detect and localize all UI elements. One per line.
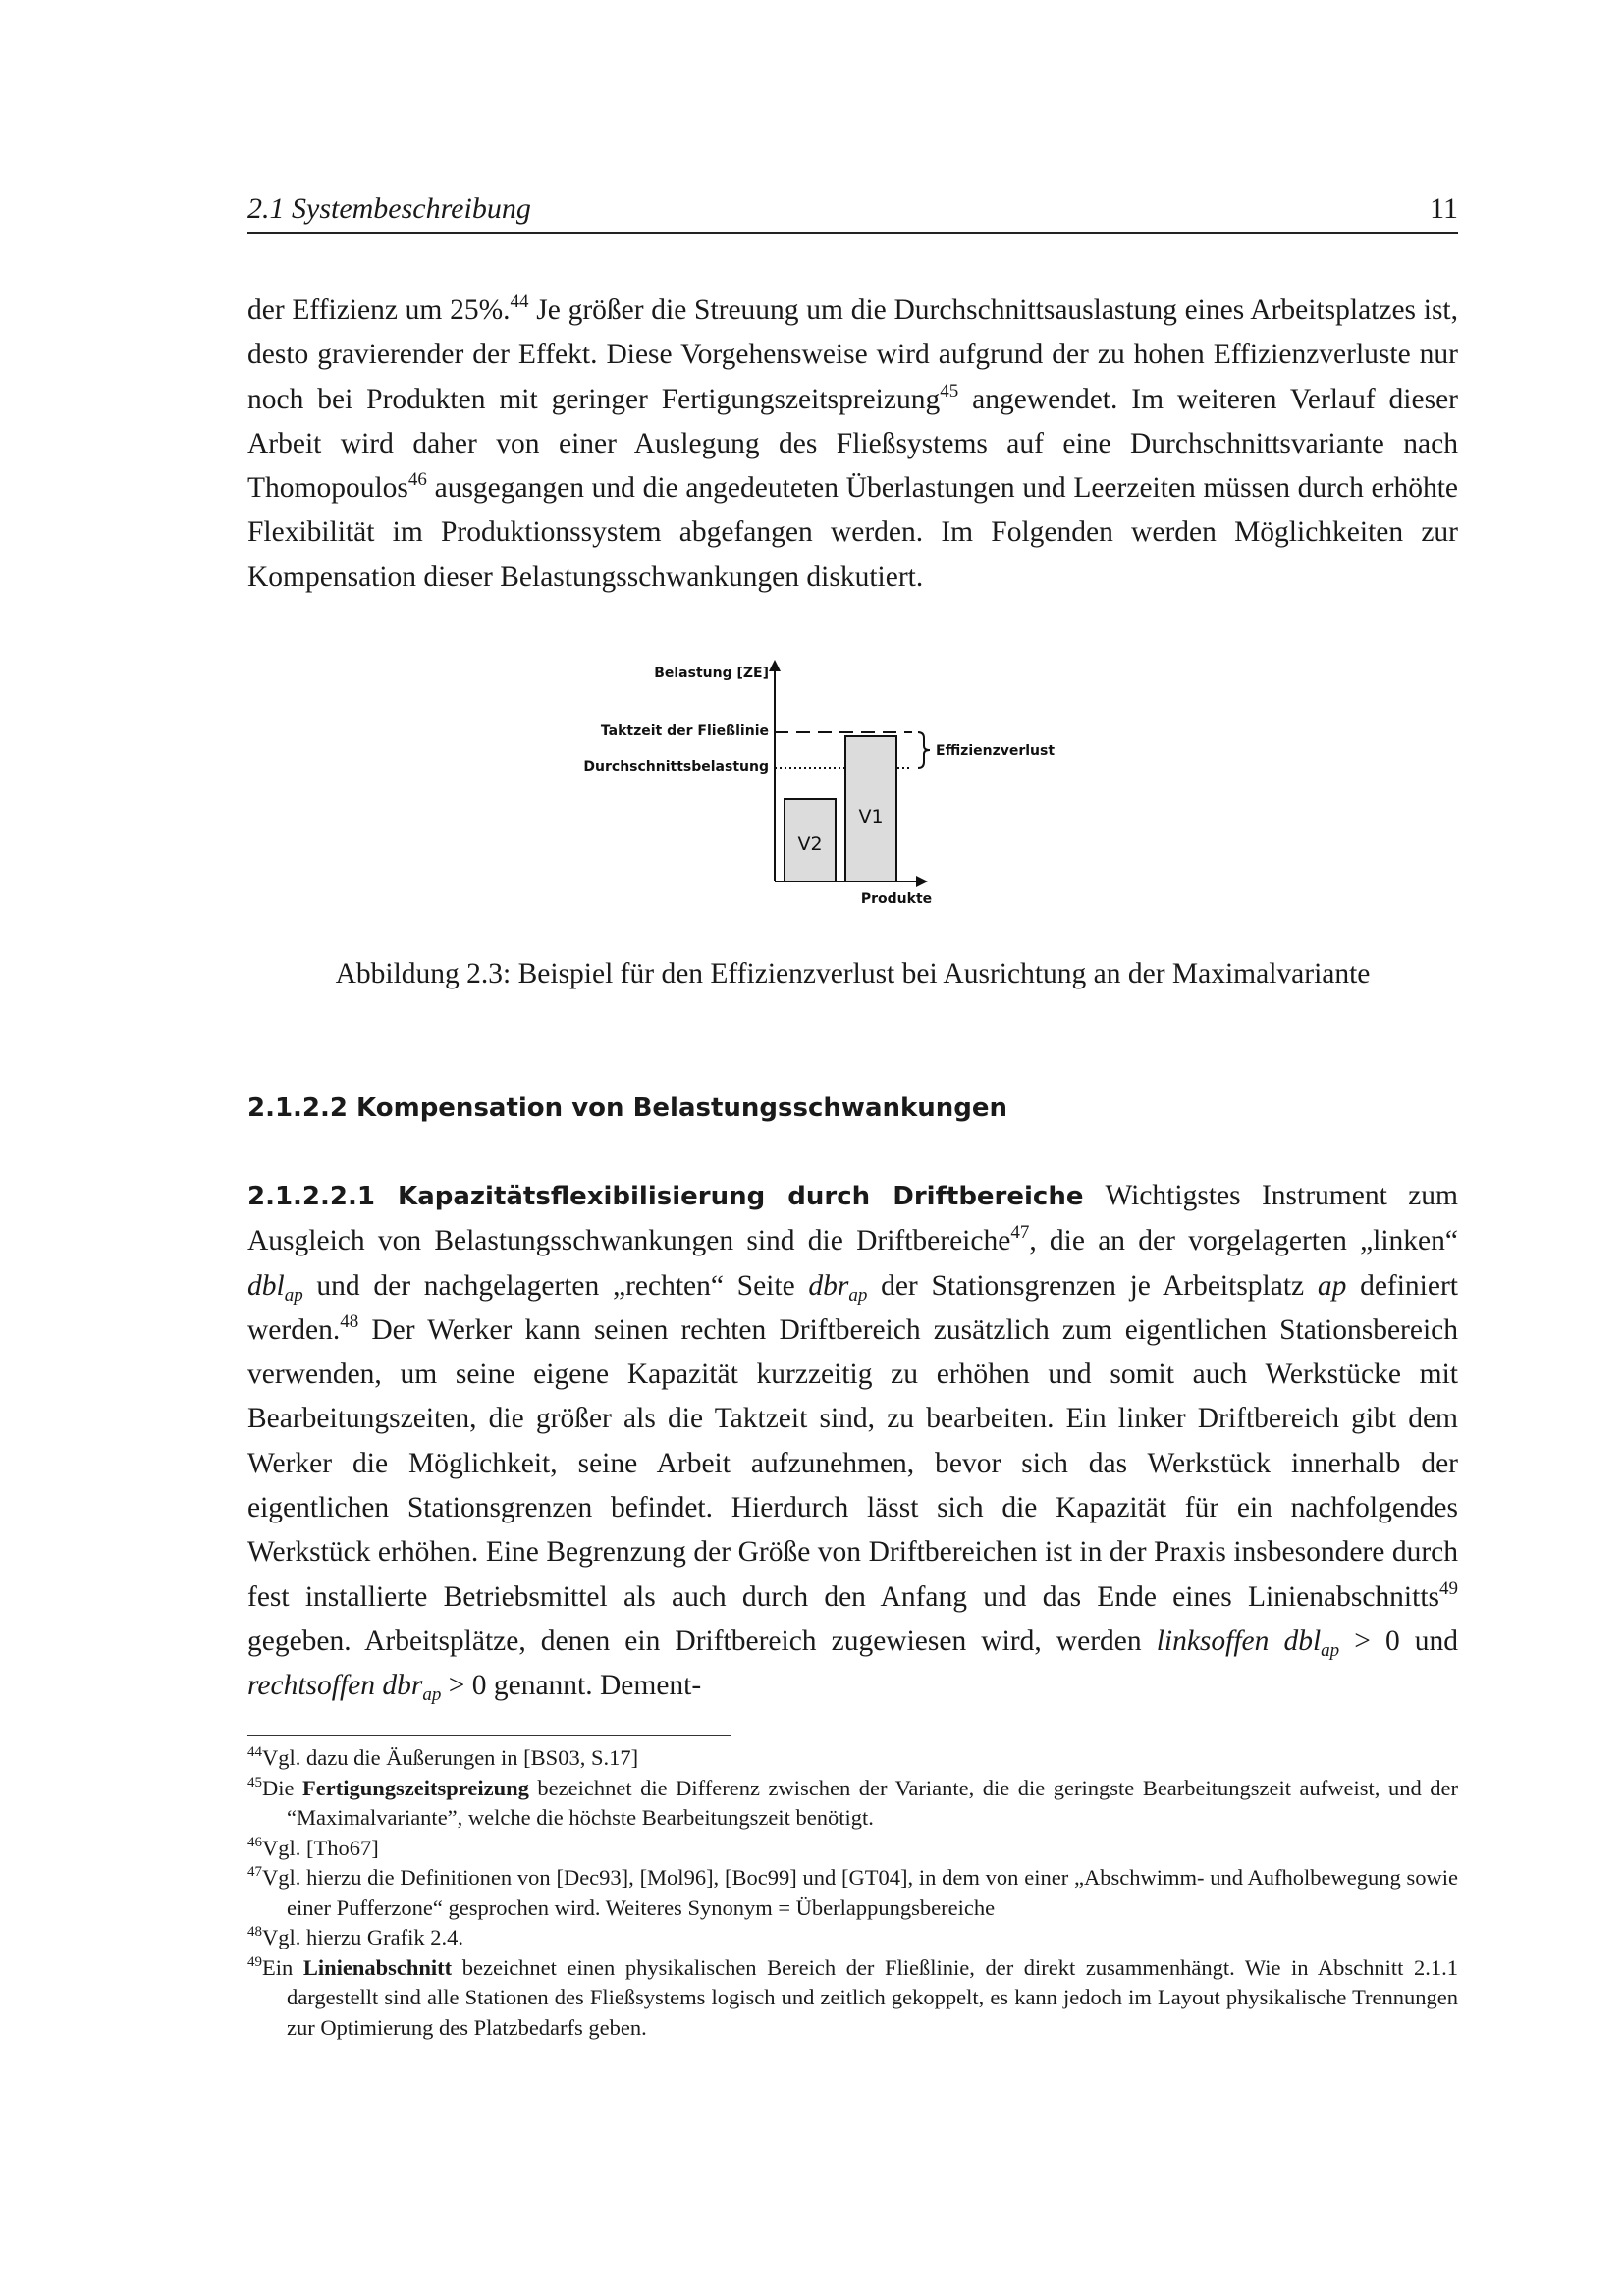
footnote-text: Ein <box>262 1954 303 1980</box>
footnote-number: 44 <box>247 1744 262 1760</box>
paragraph-driftbereiche <box>247 1174 1458 1709</box>
subsection-heading: 2.1.2.2 Kompensation von Belastungsschwankungen <box>247 1094 1008 1123</box>
footnote-term: Linienabschnitt <box>302 1954 453 1980</box>
bar-v1-label: V1 <box>857 806 884 828</box>
footnote-number: 48 <box>247 1924 262 1940</box>
bar-v2-label: V2 <box>796 833 823 855</box>
footnote-ref-45[interactable]: 45 <box>940 380 959 401</box>
term-linksoffen: linksoffen <box>1156 1625 1270 1657</box>
avg-label: Durchschnittsbelastung <box>582 759 769 774</box>
symbol-subscript-ap: ap <box>1321 1639 1340 1661</box>
load-chart <box>578 656 1128 921</box>
section-title: 2.1 Systembeschreibung <box>247 192 531 225</box>
footnote-text: Vgl. dazu die Äußerungen in [BS03, S.17] <box>262 1745 639 1770</box>
symbol-dbr: dbr <box>808 1269 849 1302</box>
symbol-subscript-ap: ap <box>284 1284 303 1306</box>
footnote-47 <box>247 1863 1458 1923</box>
footnote-number: 45 <box>247 1774 262 1790</box>
text-run: gegeben. Arbeitsplätze, denen ein Driftbereich zugewiesen wird, werden <box>247 1625 1157 1657</box>
footnote-49 <box>247 1953 1458 2044</box>
footnotes <box>247 1743 1458 2043</box>
symbol-dbl: dbl <box>247 1269 285 1302</box>
takt-label: Taktzeit der Fließlinie <box>600 723 769 739</box>
footnote-number: 47 <box>247 1864 262 1880</box>
footnote-text: Die <box>262 1775 303 1800</box>
text-run: angewendet. Im weiteren Verlauf dieser Arbeit wird daher von einer Auslegung des Fließsystems auf eine Durchschnittsvariante nach Thomopoulos <box>247 383 1458 505</box>
footnote-text: Vgl. hierzu die Definitionen von [Dec93], [Mol96], [Boc99] und [GT04], in dem von einer „Abschwimm- und Aufholbewegung sowie einer Pufferzone“ gesprochen wird. Weiteres Synonym = Überlappungsbereiche <box>262 1865 1458 1920</box>
footnote-number: 49 <box>247 1953 262 1970</box>
footnote-text: Vgl. [Tho67] <box>262 1835 379 1860</box>
footnote-text: Vgl. hierzu Grafik 2.4. <box>262 1925 463 1949</box>
text-run: und der nachgelagerten „rechten“ Seite <box>302 1269 809 1302</box>
figure-2-3 <box>247 656 1458 931</box>
footnote-44 <box>247 1743 1458 1774</box>
text-run: der Effizienz um 25%. <box>247 294 511 326</box>
symbol-dbl: dbl <box>1283 1625 1322 1657</box>
text-run: ausgegangen und die angedeuteten Überlastungen und Leerzeiten müssen durch erhöhte Flexibilität im Produktionssystem abgefangen werden. Im Folgenden werden Möglichkeiten zur Kompensation dieser Belastungsschwankungen diskutiert. <box>247 472 1458 593</box>
x-axis-label: Produkte <box>860 891 932 907</box>
text-run: Wichtigstes Instrument zum Ausgleich von Belastungsschwankungen sind die Driftbereiche <box>247 1180 1458 1257</box>
text-run: definiert werden. <box>247 1269 1458 1346</box>
efficiency-loss-brace <box>918 732 930 768</box>
text-run: Je größer die Streuung um die Durchschnittsauslastung eines Arbeitsplatzes ist, desto gravierender der Effekt. Diese Vorgehensweise wird aufgrund der zu hohen Effizienzverluste nur noch bei Produkten mit geringer Fertigungszeitspreizung <box>247 294 1459 415</box>
footnote-48 <box>247 1923 1458 1953</box>
paragraph-heading: 2.1.2.2.1 Kapazitätsflexibilisierung durch Driftbereiche <box>247 1182 1084 1211</box>
paragraph-efficiency <box>247 289 1458 600</box>
text-run: > 0 und <box>1339 1625 1459 1657</box>
footnote-ref-49[interactable]: 49 <box>1439 1577 1458 1599</box>
footnote-rule <box>247 1735 731 1736</box>
page-number: 11 <box>1430 192 1458 225</box>
text-run: Der Werker kann seinen rechten Driftbereich zusätzlich zum eigentlichen Stationsbereich verwenden, um seine eigene Kapazität kurzzeitig zu erhöhen und somit auch Werkstücke mit Bearbeitungszeiten, die größer als die Taktzeit sind, zu bearbeiten. Ein linker Driftbereich gibt dem Werker die Möglichkeit, seine Arbeit aufzunehmen, bevor sich das Werkstück innerhalb der eigentlichen Stationsgrenzen befindet. Hierdurch lässt sich die Kapazität für ein nachfolgendes Werkstück erhöhen. Eine Begrenzung der Größe von Driftbereichen ist in der Praxis insbesondere durch fest installierte Betriebsmittel als auch durch den Anfang und das Ende eines Linienabschnitts <box>247 1313 1458 1613</box>
symbol-ap: ap <box>1317 1269 1347 1302</box>
footnote-text: bezeichnet die Differenz zwischen der Variante, die die geringste Bearbeitungszeit aufweist, und der “Maximalvariante”, welche die höchste Bearbeitungszeit benötigt. <box>287 1775 1458 1830</box>
figure-caption: Abbildung 2.3: Beispiel für den Effizienzverlust bei Ausrichtung an der Maximalvariante <box>335 958 1371 989</box>
text-run: , die an der vorgelagerten „linken“ <box>1029 1225 1458 1257</box>
footnote-ref-46[interactable]: 46 <box>407 469 427 491</box>
footnote-text: bezeichnet einen physikalischen Bereich der Fließlinie, der direkt zusammenhängt. Wie in Abschnitt 2.1.1 dargestellt sind alle Stationen des Fließsystems logisch und zeitlich gekoppelt, es kann jedoch im Layout physikalische Trennungen zur Optimierung des Platzbedarfs geben. <box>287 1954 1458 2040</box>
symbol-dbr: dbr <box>382 1670 423 1702</box>
symbol-subscript-ap: ap <box>422 1684 442 1706</box>
symbol-subscript-ap: ap <box>848 1284 868 1306</box>
footnote-number: 46 <box>247 1834 262 1850</box>
running-head <box>247 192 1458 234</box>
text-run: der Stationsgrenzen je Arbeitsplatz <box>867 1269 1318 1302</box>
term-rechtsoffen: rechtsoffen <box>247 1670 375 1702</box>
footnote-ref-47[interactable]: 47 <box>1010 1222 1030 1244</box>
footnote-ref-48[interactable]: 48 <box>340 1310 359 1332</box>
footnote-45 <box>247 1774 1458 1834</box>
loss-label: Effizienzverlust <box>935 743 1055 759</box>
footnote-ref-44[interactable]: 44 <box>510 292 529 312</box>
footnote-term: Fertigungszeitspreizung <box>302 1775 529 1800</box>
footnote-46 <box>247 1834 1458 1864</box>
y-axis-label: Belastung [ZE] <box>653 666 769 681</box>
text-run: > 0 genannt. Dement- <box>441 1670 702 1702</box>
